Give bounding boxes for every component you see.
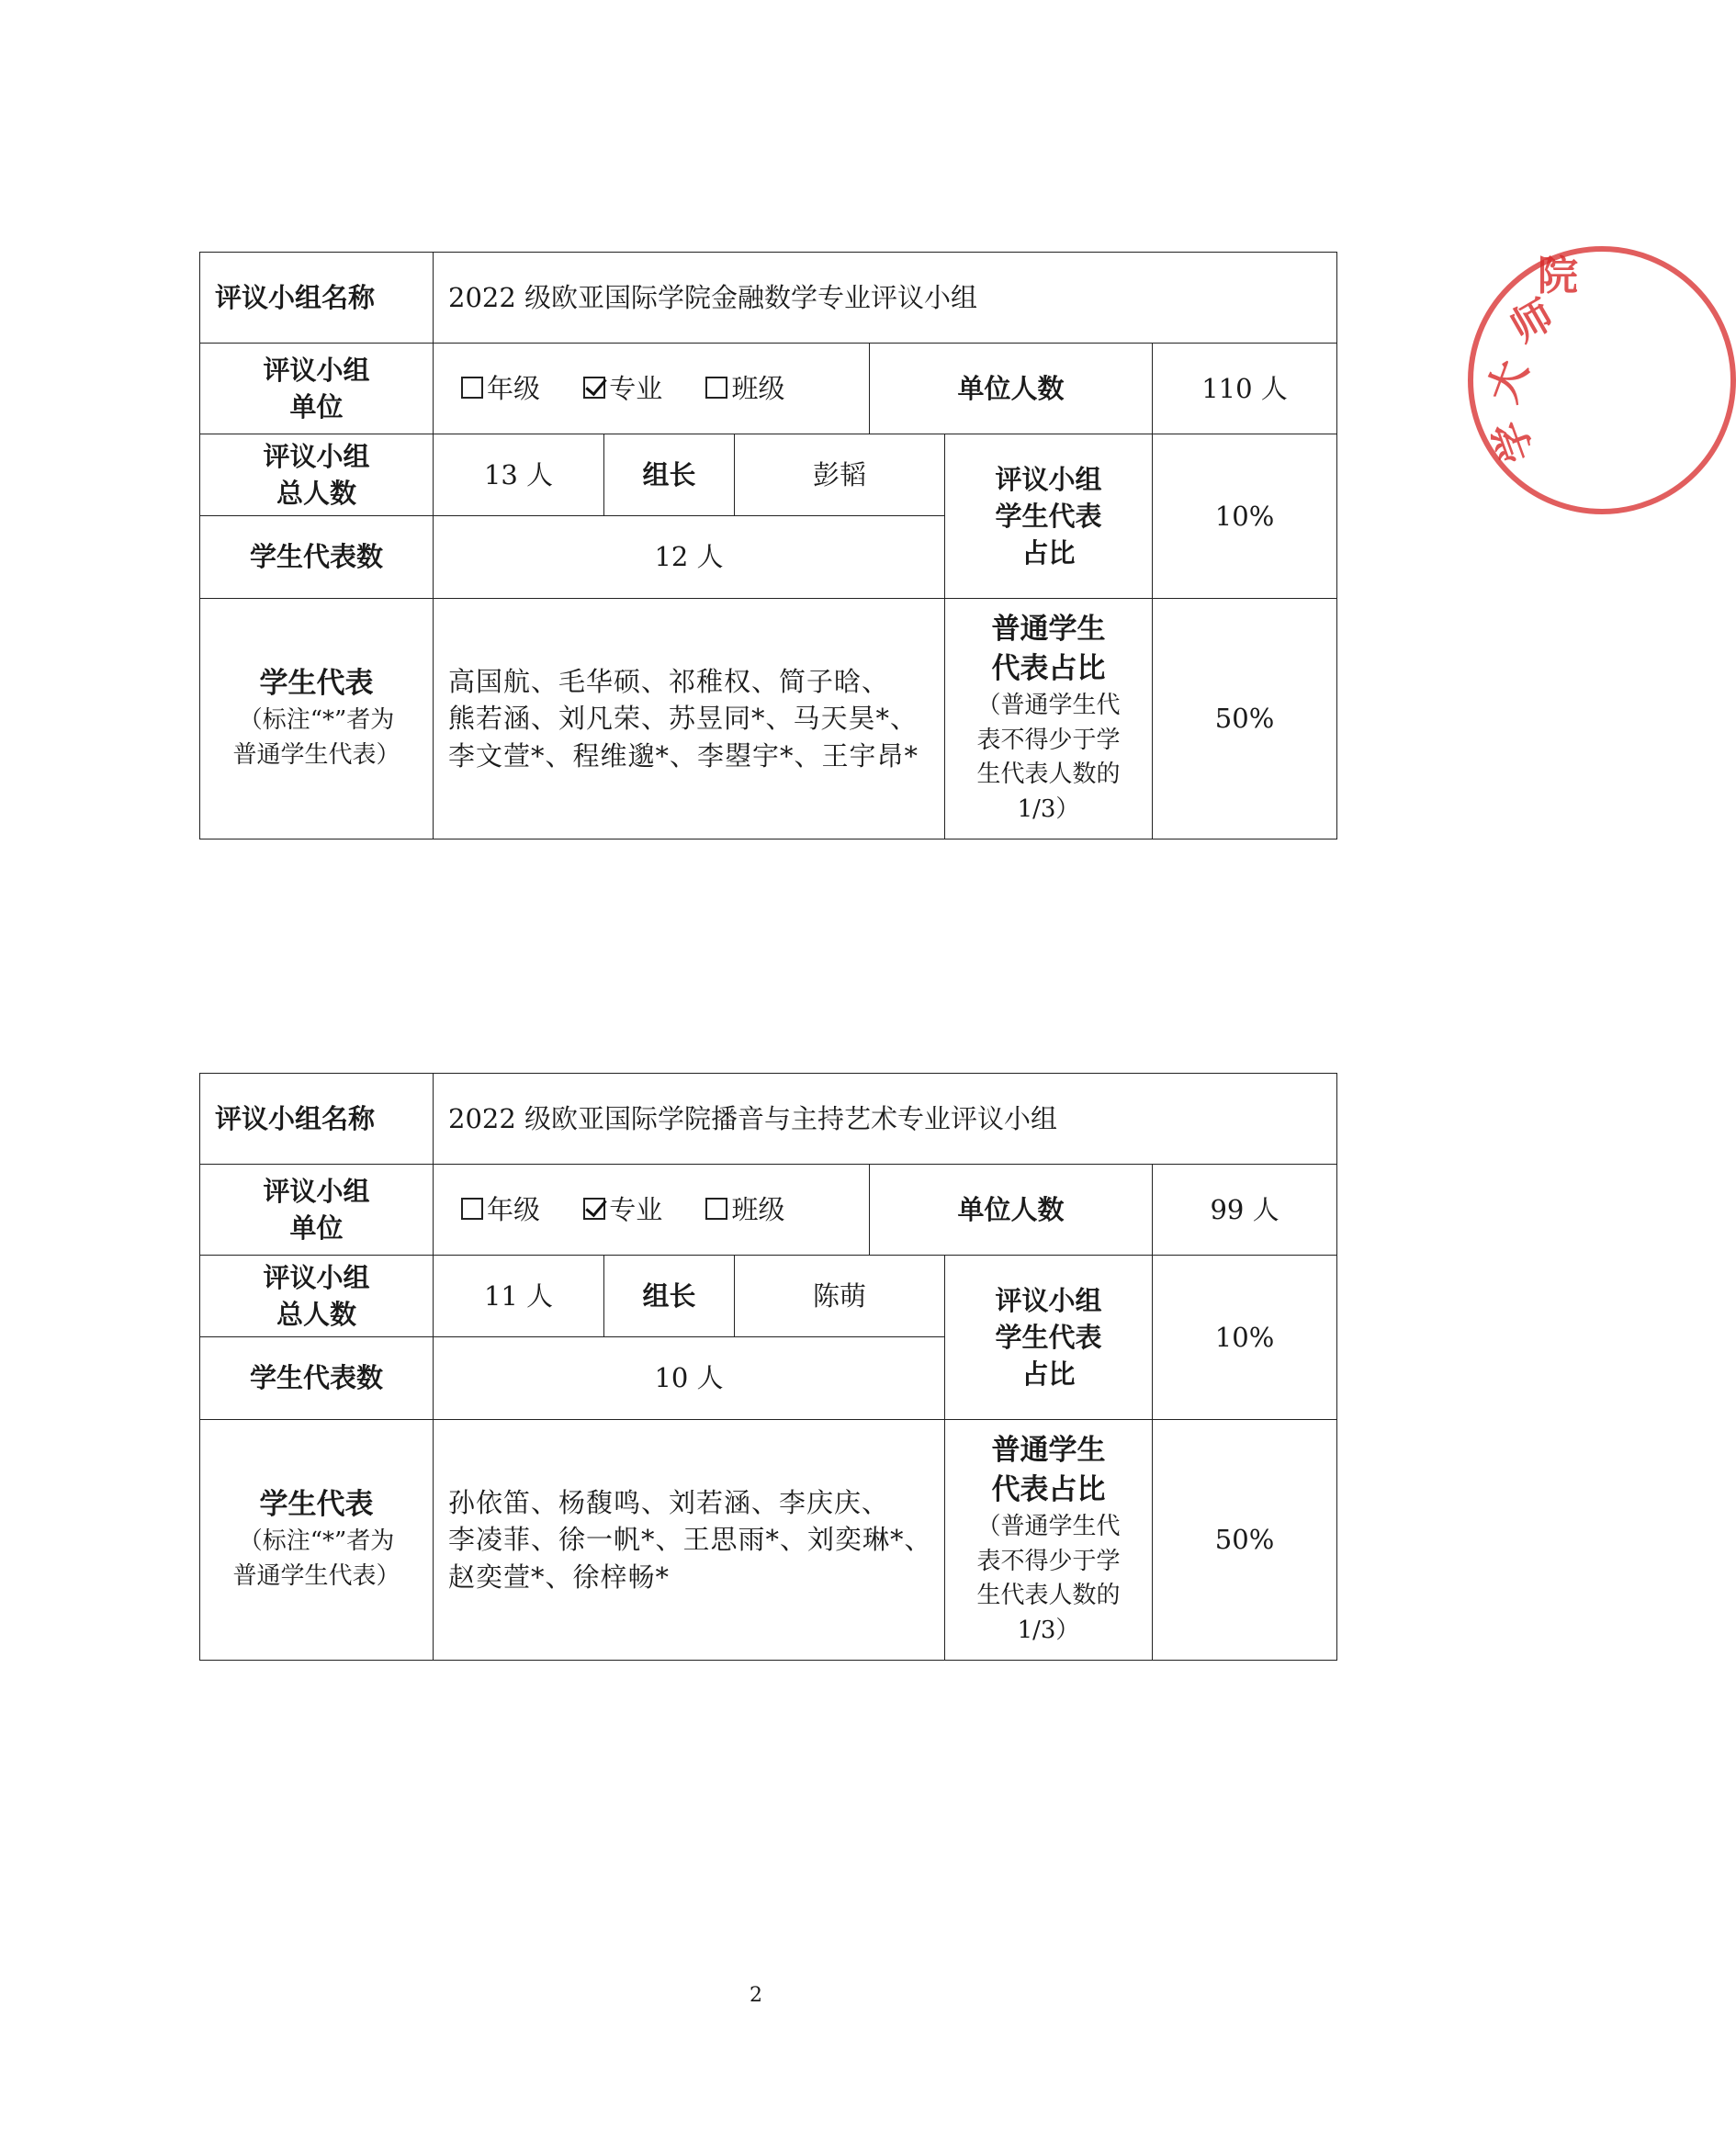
page-number: 2: [750, 1984, 762, 2007]
unit-count-label: 单位人数: [870, 1165, 1153, 1256]
rep-count-value: 10 人: [434, 1337, 945, 1420]
checkbox-icon: [461, 377, 483, 399]
official-seal: [1468, 246, 1736, 514]
ordinary-ratio-label: [945, 1420, 1153, 1661]
note-line: 普通学生代表）: [232, 740, 400, 769]
ordinary-ratio-value: 50%: [1153, 599, 1337, 839]
label-line: 单位: [289, 391, 344, 423]
seal-char: 院: [1538, 253, 1578, 299]
unit-option-class[interactable]: [705, 370, 784, 407]
unit-option-grade[interactable]: [461, 1191, 540, 1228]
total-label: [200, 1256, 434, 1337]
review-group-table: [199, 1073, 1337, 1661]
note-line: （标注“*”者为: [238, 1527, 395, 1556]
seal-char: 师: [1503, 290, 1562, 352]
label-line: 单位: [289, 1212, 344, 1244]
option-label: 专业: [609, 1193, 663, 1225]
label-line: 评议小组: [995, 1284, 1102, 1316]
group-unit-options: [434, 1165, 870, 1256]
note-line: （普通学生代: [976, 1512, 1121, 1540]
ordinary-ratio-label: [945, 599, 1153, 839]
note-line: 表不得少于学: [976, 1547, 1121, 1575]
rep-ratio-label: [945, 434, 1153, 599]
members-list: [434, 599, 945, 839]
seal-char: 学: [1484, 414, 1543, 468]
label-line: 学生代表: [995, 500, 1102, 532]
rep-count-value: 12 人: [434, 516, 945, 599]
checked-checkbox-icon: [583, 1198, 605, 1220]
members-list: [434, 1420, 945, 1661]
total-value: 13 人: [434, 434, 604, 516]
label-line: 普通学生: [991, 1434, 1106, 1468]
group-unit-label: [200, 1165, 434, 1256]
unit-option-grade[interactable]: [461, 370, 540, 407]
group-name-value: 2022 级欧亚国际学院播音与主持艺术专业评议小组: [434, 1074, 1337, 1165]
note-line: 生代表人数的: [976, 761, 1121, 789]
note-line: 普通学生代表）: [232, 1561, 400, 1590]
rep-count-label: 学生代表数: [200, 516, 434, 599]
group-name-value: 2022 级欧亚国际学院金融数学专业评议小组: [434, 253, 1337, 344]
note-line: 生代表人数的: [976, 1582, 1121, 1610]
unit-count-value: 110 人: [1153, 344, 1337, 434]
total-value: 11 人: [434, 1256, 604, 1337]
option-label: 班级: [731, 1193, 785, 1225]
members-line: 高国航、毛华硕、祁稚权、简子晗、: [448, 666, 890, 698]
unit-option-major[interactable]: [583, 370, 662, 407]
members-line: 熊若涵、刘凡荣、苏昱同*、马天昊*、: [448, 703, 919, 735]
label-line: 评议小组: [263, 1175, 370, 1207]
unit-option-major[interactable]: [583, 1191, 662, 1228]
checked-checkbox-icon: [583, 377, 605, 399]
checkbox-icon: [705, 377, 727, 399]
rep-ratio-value: 10%: [1153, 1256, 1337, 1420]
label-line: 代表占比: [991, 1473, 1106, 1507]
label-line: 学生代表: [259, 667, 374, 701]
label-line: 评议小组: [263, 1261, 370, 1293]
members-line: 赵奕萱*、徐梓畅*: [448, 1561, 671, 1593]
leader-label: 组长: [604, 1256, 735, 1337]
group-name-label: 评议小组名称: [200, 253, 434, 344]
review-group-table: [199, 252, 1337, 839]
option-label: 专业: [609, 372, 663, 404]
unit-count-label: 单位人数: [870, 344, 1153, 434]
option-label: 年级: [487, 372, 541, 404]
label-line: 评议小组: [263, 354, 370, 386]
note-line: （普通学生代: [976, 691, 1121, 719]
unit-count-value: 99 人: [1153, 1165, 1337, 1256]
seal-char: 大: [1479, 355, 1538, 409]
label-line: 总人数: [276, 478, 356, 509]
rep-ratio-value: 10%: [1153, 434, 1337, 599]
label-line: 学生代表: [259, 1488, 374, 1522]
checkbox-icon: [705, 1198, 727, 1220]
leader-value: 陈萌: [735, 1256, 945, 1337]
members-line: 孙依笛、杨馥鸣、刘若涵、李庆庆、: [448, 1487, 890, 1519]
option-label: 班级: [731, 372, 785, 404]
group-name-label: 评议小组名称: [200, 1074, 434, 1165]
note-line: 1/3）: [1017, 1616, 1080, 1644]
members-line: 李凌菲、徐一帆*、王思雨*、刘奕琳*、: [448, 1524, 932, 1556]
option-label: 年级: [487, 1193, 541, 1225]
leader-label: 组长: [604, 434, 735, 516]
label-line: 评议小组: [995, 463, 1102, 495]
label-line: 评议小组: [263, 440, 370, 472]
note-line: （标注“*”者为: [238, 706, 395, 735]
total-label: [200, 434, 434, 516]
label-line: 代表占比: [991, 652, 1106, 686]
note-line: 1/3）: [1017, 794, 1080, 823]
label-line: 占比: [1021, 537, 1076, 569]
note-line: 表不得少于学: [976, 726, 1121, 754]
rep-count-label: 学生代表数: [200, 1337, 434, 1420]
members-line: 李文萱*、程维邈*、李曌宇*、王宇昂*: [448, 739, 919, 772]
unit-option-class[interactable]: [705, 1191, 784, 1228]
leader-value: 彭韬: [735, 434, 945, 516]
reps-label: [200, 599, 434, 839]
label-line: 普通学生: [991, 613, 1106, 647]
label-line: 占比: [1021, 1358, 1076, 1390]
checkbox-icon: [461, 1198, 483, 1220]
label-line: 总人数: [276, 1299, 356, 1330]
ordinary-ratio-value: 50%: [1153, 1420, 1337, 1661]
reps-label: [200, 1420, 434, 1661]
group-unit-label: [200, 344, 434, 434]
group-unit-options: [434, 344, 870, 434]
label-line: 学生代表: [995, 1321, 1102, 1353]
rep-ratio-label: [945, 1256, 1153, 1420]
